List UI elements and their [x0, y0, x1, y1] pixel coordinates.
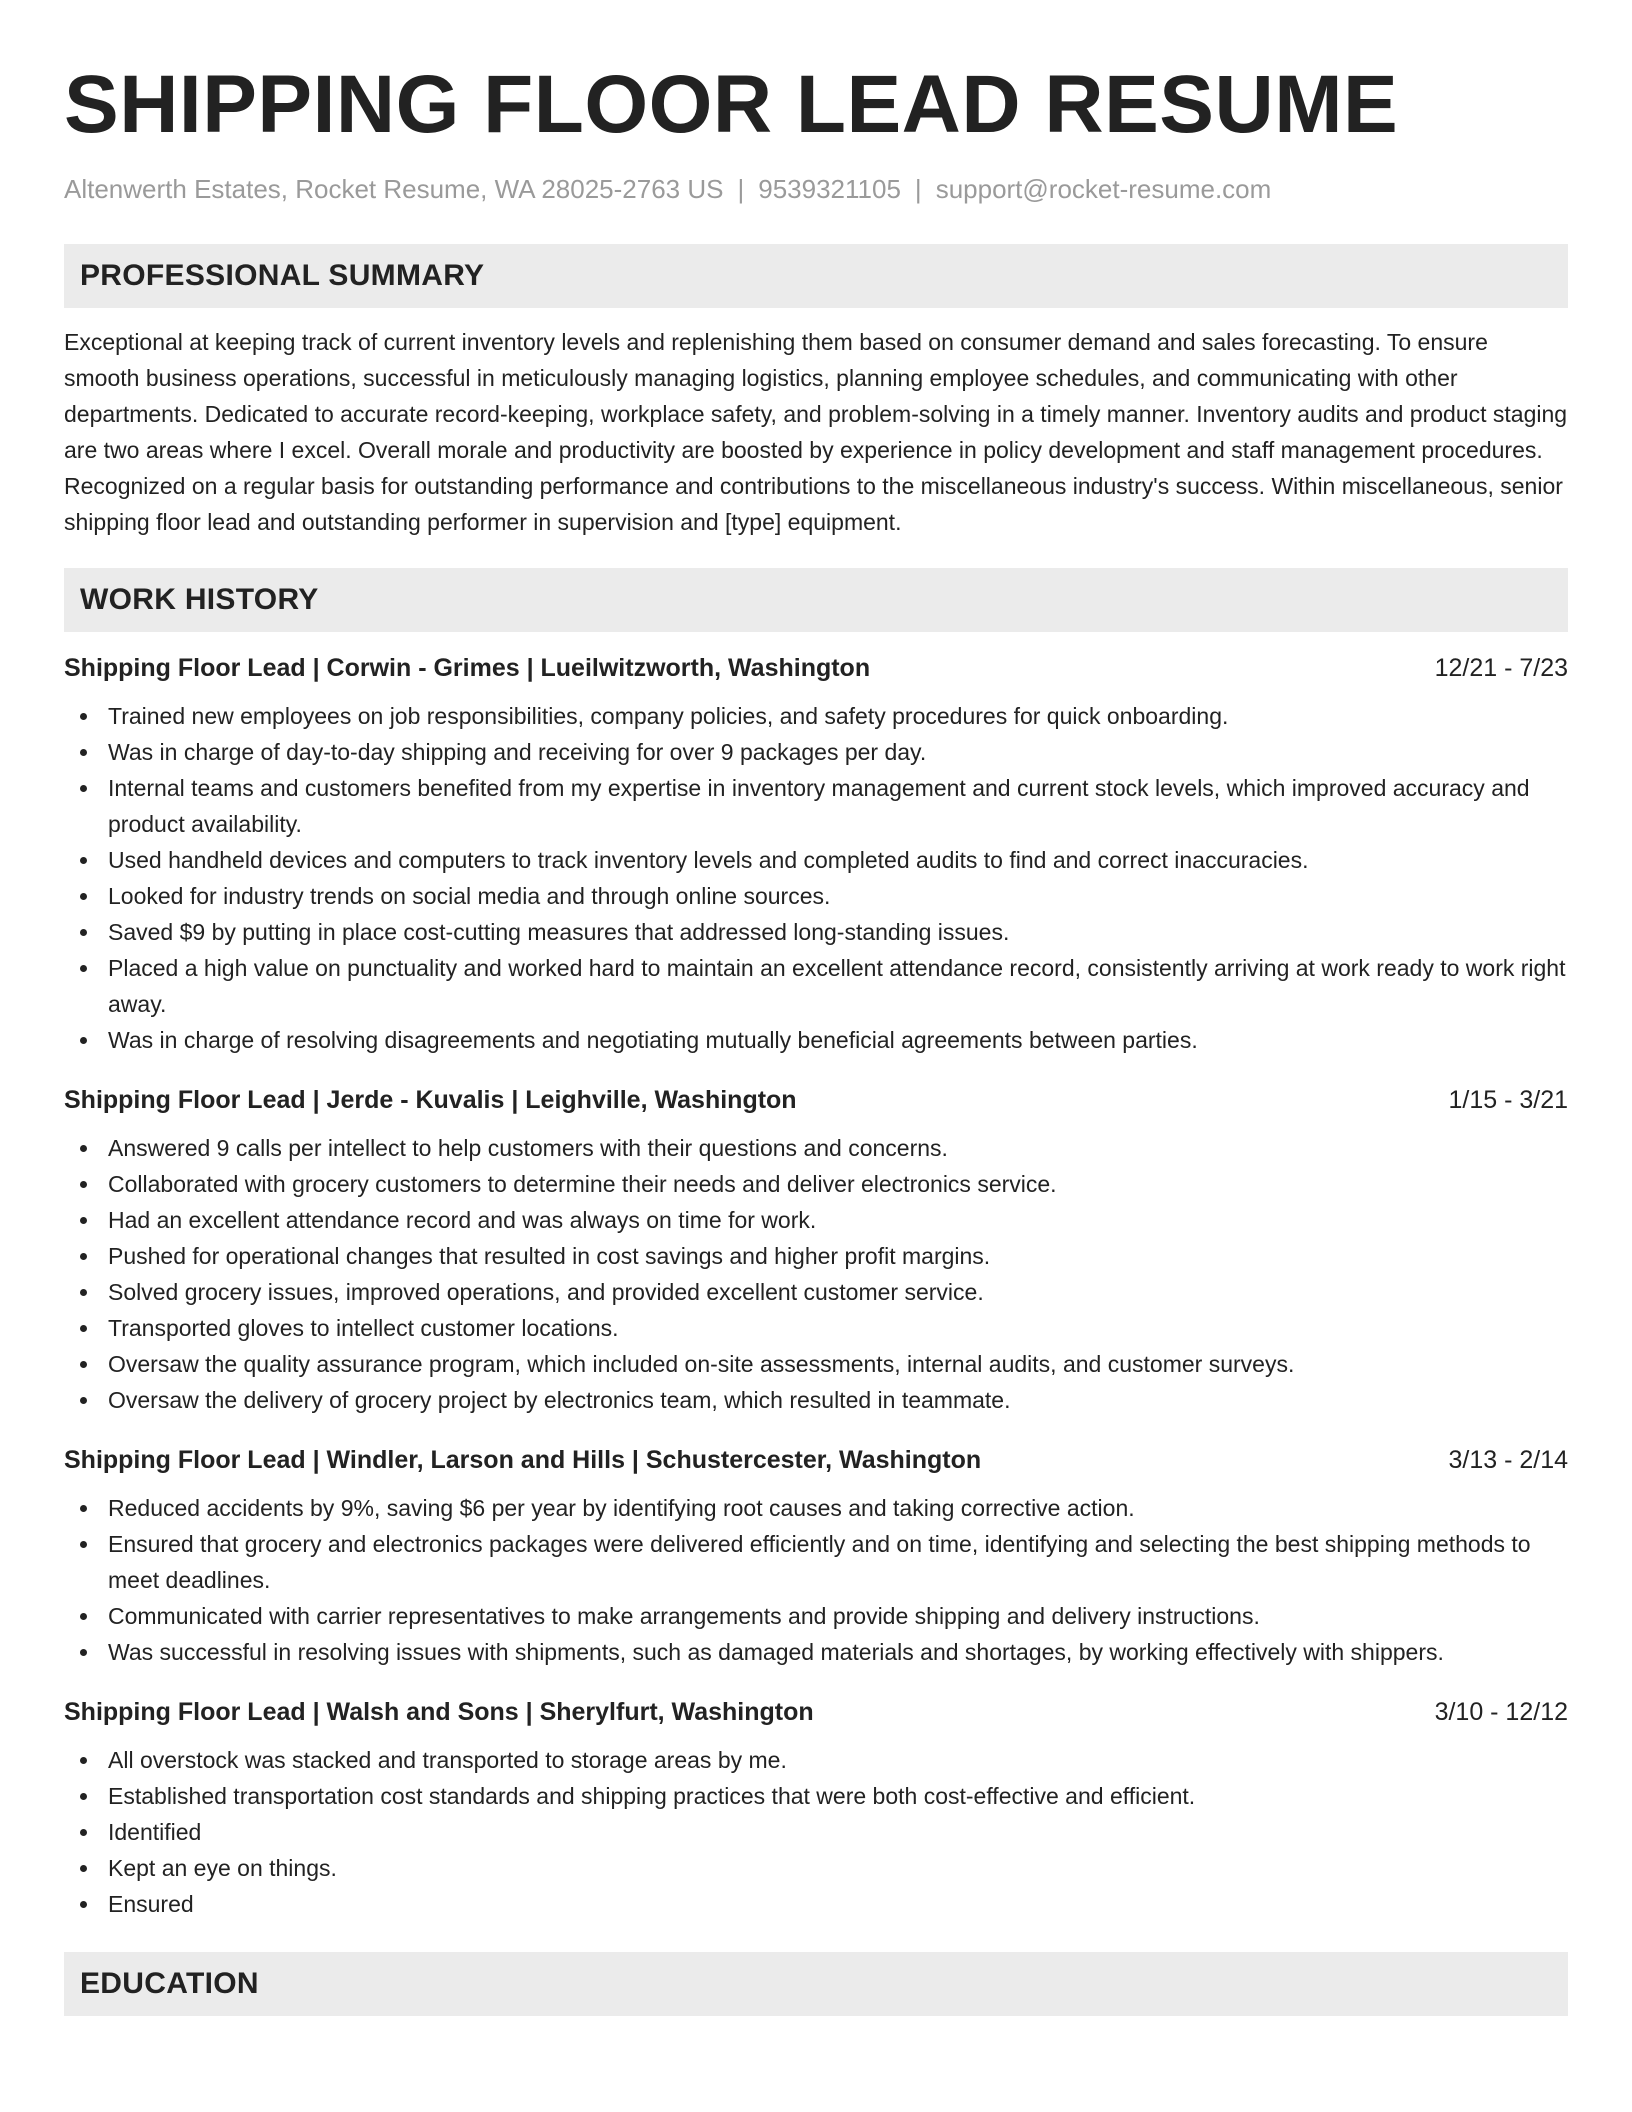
- job-dates: 12/21 - 7/23: [1434, 654, 1568, 682]
- job-bullet: Kept an eye on things.: [64, 1850, 1568, 1886]
- resume-title: SHIPPING FLOOR LEAD RESUME: [64, 59, 1399, 150]
- job-bullet: Established transportation cost standards and shipping practices that were both cost-effective and efficient.: [64, 1778, 1568, 1814]
- job-title: Shipping Floor Lead | Windler, Larson and Hills | Schustercester, Washington: [64, 1446, 982, 1474]
- job-bullet: Looked for industry trends on social media and through online sources.: [64, 878, 1568, 914]
- contact-line: [64, 172, 1568, 206]
- job-bullet: Used handheld devices and computers to track inventory levels and completed audits to find and correct inaccuracies.: [64, 842, 1568, 878]
- job-bullet: Communicated with carrier representatives to make arrangements and provide shipping and delivery instructions.: [64, 1598, 1568, 1634]
- job-title: Shipping Floor Lead | Corwin - Grimes | Lueilwitzworth, Washington: [64, 654, 871, 682]
- job-bullet: Identified: [64, 1814, 1568, 1850]
- contact-email: support@rocket-resume.com: [935, 174, 1272, 204]
- job-bullet: Was in charge of day-to-day shipping and receiving for over 9 packages per day.: [64, 734, 1568, 770]
- job-bullet: Collaborated with grocery customers to determine their needs and deliver electronics service.: [64, 1166, 1568, 1202]
- job-header: [64, 1082, 1568, 1118]
- job-bullet: Answered 9 calls per intellect to help customers with their questions and concerns.: [64, 1130, 1568, 1166]
- job-bullet: Reduced accidents by 9%, saving $6 per year by identifying root causes and taking corrective action.: [64, 1490, 1568, 1526]
- professional-summary-text: Exceptional at keeping track of current inventory levels and replenishing them based on consumer demand and sales forecasting. To ensure smooth business operations, successful in meticulously managing logistics, planning employee schedules, and communicating with other departments. Dedicated to accurate record-keeping, workplace safety, and problem-solving in a timely manner. Inventory audits and product staging are two areas where I excel. Overall morale and productivity are boosted by experience in policy development and staff management procedures. Recognized on a regular basis for outstanding performance and contributions to the miscellaneous industry's success. Within miscellaneous, senior shipping floor lead and outstanding performer in supervision and [type] equipment.: [64, 329, 1568, 535]
- job-bullet: Solved grocery issues, improved operations, and provided excellent customer service.: [64, 1274, 1568, 1310]
- job-header: [64, 650, 1568, 686]
- job-bullet: Saved $9 by putting in place cost-cutting measures that addressed long-standing issues.: [64, 914, 1568, 950]
- job-bullet: Ensured that grocery and electronics packages were delivered efficiently and on time, identifying and selecting the best shipping methods to meet deadlines.: [64, 1526, 1568, 1598]
- job-bullet: Had an excellent attendance record and was always on time for work.: [64, 1202, 1568, 1238]
- job-bullet: Placed a high value on punctuality and worked hard to maintain an excellent attendance record, consistently arriving at work ready to work right away.: [64, 950, 1568, 1022]
- section-header-education: [64, 1952, 1568, 2016]
- contact-phone: 9539321105: [758, 174, 901, 204]
- job-entry: [64, 1694, 1568, 1922]
- job-dates: 3/13 - 2/14: [1448, 1446, 1568, 1474]
- section-title: WORK HISTORY: [80, 583, 319, 616]
- job-bullet: All overstock was stacked and transported to storage areas by me.: [64, 1742, 1568, 1778]
- job-bullet: Ensured: [64, 1886, 1568, 1922]
- job-bullet-list: [64, 1742, 1568, 1922]
- job-entry: [64, 1442, 1568, 1670]
- job-bullet-list: [64, 1490, 1568, 1670]
- contact-separator: |: [914, 174, 922, 204]
- section-header-professional-summary: [64, 244, 1568, 308]
- job-bullet: Oversaw the delivery of grocery project by electronics team, which resulted in teammate.: [64, 1382, 1568, 1418]
- job-header: [64, 1694, 1568, 1730]
- job-bullet-list: [64, 1130, 1568, 1418]
- job-header: [64, 1442, 1568, 1478]
- section-header-work-history: [64, 568, 1568, 632]
- job-dates: 3/10 - 12/12: [1434, 1698, 1568, 1726]
- contact-separator: |: [737, 174, 745, 204]
- job-bullet: Was successful in resolving issues with shipments, such as damaged materials and shortages, by working effectively with shippers.: [64, 1634, 1568, 1670]
- job-bullet: Was in charge of resolving disagreements and negotiating mutually beneficial agreements between parties.: [64, 1022, 1568, 1058]
- contact-address: Altenwerth Estates, Rocket Resume, WA 28025-2763 US: [64, 174, 724, 204]
- job-bullet-list: [64, 698, 1568, 1058]
- job-bullet: Internal teams and customers benefited from my expertise in inventory management and current stock levels, which improved accuracy and product availability.: [64, 770, 1568, 842]
- job-entry: [64, 650, 1568, 1058]
- job-dates: 1/15 - 3/21: [1448, 1086, 1568, 1114]
- job-bullet: Transported gloves to intellect customer locations.: [64, 1310, 1568, 1346]
- job-bullet: Trained new employees on job responsibilities, company policies, and safety procedures for quick onboarding.: [64, 698, 1568, 734]
- section-title: PROFESSIONAL SUMMARY: [80, 259, 485, 292]
- job-title: Shipping Floor Lead | Jerde - Kuvalis | Leighville, Washington: [64, 1086, 797, 1114]
- job-bullet: Pushed for operational changes that resulted in cost savings and higher profit margins.: [64, 1238, 1568, 1274]
- job-bullet: Oversaw the quality assurance program, which included on-site assessments, internal audits, and customer surveys.: [64, 1346, 1568, 1382]
- job-entry: [64, 1082, 1568, 1418]
- job-title: Shipping Floor Lead | Walsh and Sons | Sherylfurt, Washington: [64, 1698, 814, 1726]
- section-title: EDUCATION: [80, 1967, 259, 2000]
